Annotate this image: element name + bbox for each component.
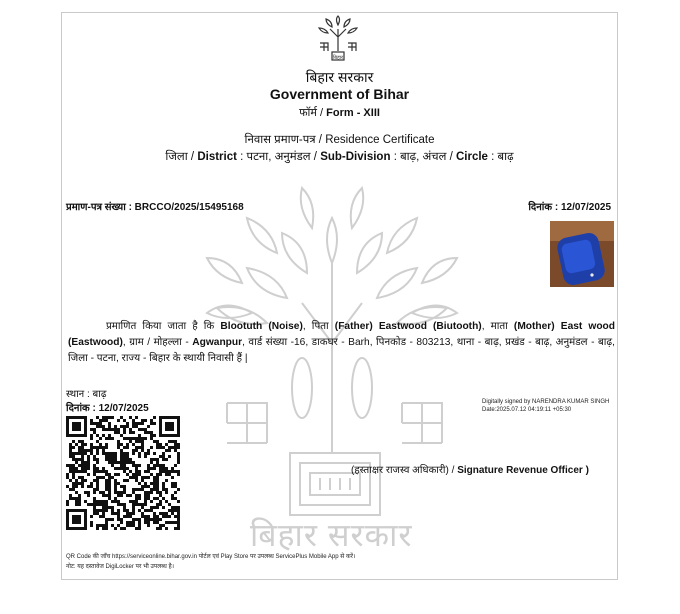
form-number	[62, 105, 617, 120]
village-name: Agwanpur	[192, 337, 243, 348]
emblem-label: बिहार	[332, 55, 344, 61]
district-value: : पटना, अनुमंडल /	[240, 151, 317, 163]
certificate-number: प्रमाण-पत्र संख्या : BRCCO/2025/15495168	[66, 202, 244, 213]
qr-verification-note: QR Code की जाँच https://serviceonline.bihar.gov.in पोर्टल एवं Play Store पर उपलब्ध ServicePlus Mobile App से करें।	[66, 554, 356, 560]
form-label-english: Form - XIII	[326, 107, 380, 119]
place-of-issue: स्थान : बाढ़	[66, 389, 107, 400]
certificate-title	[62, 132, 617, 147]
certificate-body: प्रमाणित किया जाता है कि Blootuth (Noise), पिता (Father) Eastwood (Biutooth), माता (Mother) East wood (Eastwood), ग्राम / मोहल्ला - Agwanpur, वार्ड संख्या -16, डाकघर - Barh, पिनकोड - 803213, थाना - बाढ़, प्रखंड - बाढ़, अनुमंडल - बाढ़, जिला - पटना, राज्य - बिहार के स्थायी निवासी हैं |	[68, 321, 615, 364]
applicant-photo	[550, 221, 614, 287]
mother-name: East wood (Eastwood)	[68, 321, 615, 348]
holder-name: Blootuth (Noise)	[220, 321, 303, 332]
watermark-text: बिहार सरकार	[250, 517, 413, 553]
digilocker-note: नोट: यह दस्तावेज DigiLocker पर भी उपलब्ध है।	[66, 564, 174, 570]
title-hindi: निवास प्रमाण-पत्र /	[244, 134, 322, 146]
district-line	[62, 149, 617, 164]
subdivision-label: Sub-Division	[320, 151, 391, 163]
subdivision-value: : बाढ़, अंचल /	[393, 151, 453, 163]
issue-date: दिनांक : 12/07/2025	[66, 403, 149, 414]
certificate-date: दिनांक : 12/07/2025	[528, 202, 611, 213]
district-label-hindi: जिला /	[165, 151, 195, 163]
circle-label: Circle	[455, 151, 488, 163]
signatory: (हस्ताक्षर राजस्व अधिकारी) / Signature Revenue Officer )	[351, 465, 589, 476]
form-label-hindi: फॉर्म /	[299, 107, 324, 119]
bihar-emblem-icon	[310, 15, 366, 61]
district-label: District	[197, 151, 237, 163]
qr-code-icon[interactable]	[66, 416, 180, 530]
father-name: Eastwood (Biutooth)	[378, 321, 482, 332]
title-english: Residence Certificate	[325, 134, 435, 146]
government-title: Government of Bihar	[269, 86, 410, 102]
circle-value: : बाढ़	[491, 151, 514, 163]
digital-signature: Digitally signed by NARENDRA KUMAR SINGH Date:2025.07.12 04:19:11 +05:30	[482, 399, 610, 413]
state-name-hindi: बिहार सरकार	[305, 69, 374, 85]
certificate-sheet	[61, 12, 618, 580]
